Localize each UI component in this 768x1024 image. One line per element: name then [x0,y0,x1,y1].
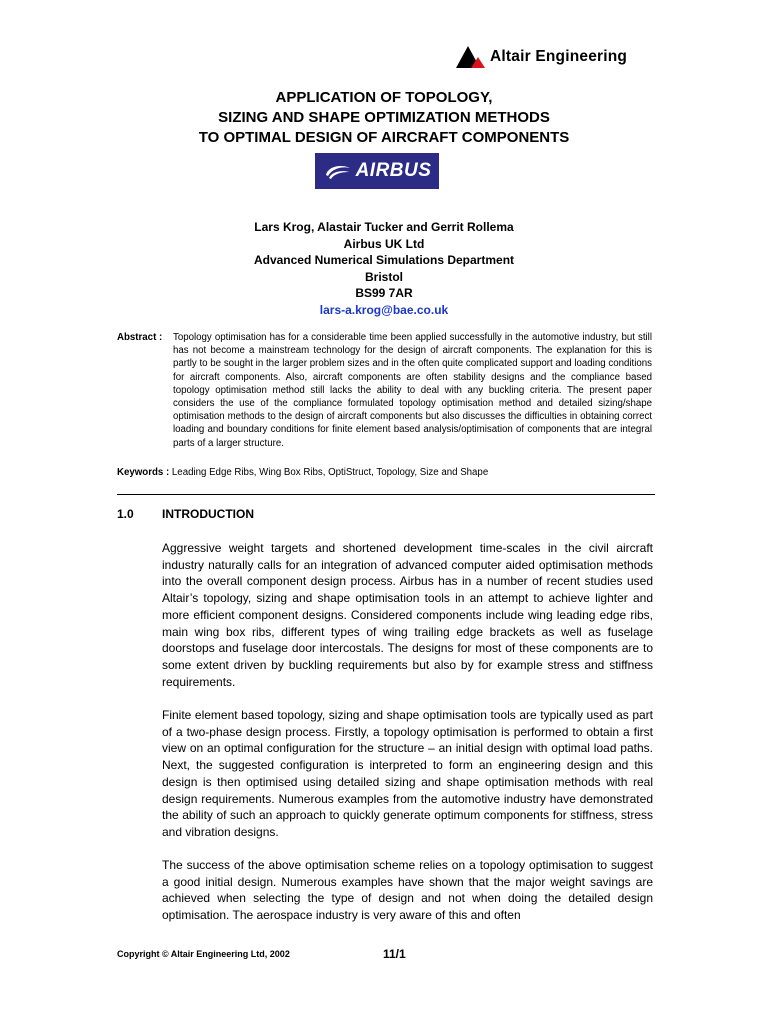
abstract-text: Topology optimisation has for a considerable time been applied successfully in the automotive industry, but still has not become a mainstream technology for the design of aircraft components. The explanation for this is partly to be sought in the larger problem sizes and in the often quite complicated support and loading conditions for aircraft components. Also, aircraft components are often stability designs and the compliance based topology optimisation method still lacks the ability to deal with any buckling criteria. The present paper considers the use of the compliance formulated topology optimisation method and detailed sizing/shape optimisation methods to the design of aircraft components but also discusses the difficulties in obtaining correct loading and boundary conditions for finite element based analysis/optimisation of components that are integral parts of a larger structure. [173,332,652,449]
altair-triangle-logo-icon [455,45,487,69]
section-divider [117,494,655,495]
airbus-logo-text: AIRBUS [355,160,432,181]
author-company: Airbus UK Ltd [343,236,425,251]
title-line: APPLICATION OF TOPOLOGY, [275,89,493,106]
title-line: TO OPTIMAL DESIGN OF AIRCRAFT COMPONENTS [198,129,570,146]
author-department: Advanced Numerical Simulations Department [253,253,515,267]
author-names: Lars Krog, Alastair Tucker and Gerrit Rollema [254,220,514,234]
keywords-text: Leading Edge Ribs, Wing Box Ribs, OptiStruct, Topology, Size and Shape [171,467,489,478]
altair-brand [455,44,627,70]
author-city: Bristol [364,269,403,284]
paper-title [100,88,668,148]
author-email-link[interactable]: lars-a.krog@bae.co.uk [319,302,449,317]
airbus-swirl-icon [323,161,353,181]
brand-name: Altair Engineering [490,48,628,65]
page-number: 11/1 [383,947,406,961]
keywords [117,467,488,478]
body-paragraph: The success of the above optimisation scheme relies on a topology optimisation to suggest a good initial design. Numerous examples have shown that the major weight savings are achieved when selecting the type of design and not when doing the detailed design optimisation. The aerospace industry is very aware of this and often [162,858,653,923]
keywords-label: Keywords : [117,467,170,478]
section-title: INTRODUCTION [162,507,254,521]
section-number: 1.0 [117,507,134,521]
body-paragraph: Aggressive weight targets and shortened development time-scales in the civil aircraft industry naturally calls for an integration of advanced computer aided optimisation methods into the overall component design process. Airbus has in a number of recent studies used Altair’s topology, sizing and shape optimisation tools in an attempt to achieve lighter and more efficient component designs. Considered components include wing leading edge ribs, main wing box ribs, different types of wing trailing edge brackets as well as fuselage doorstops and fuselage door intercostals. The designs for most of these components are to some extent driven by buckling requirements but also by for example stress and stiffness requirements. [162,541,653,689]
author-block [150,219,618,318]
airbus-logo [315,153,439,189]
author-postcode: BS99 7AR [355,286,413,300]
abstract-label: Abstract : [117,332,163,343]
title-line: SIZING AND SHAPE OPTIMIZATION METHODS [218,109,550,126]
body-paragraph: Finite element based topology, sizing and shape optimisation tools are typically used as part of a two-phase design process. Firstly, a topology optimisation is performed to obtain a first view on an optimal configuration for the structure – an initial design with optimal load paths. Next, the suggested configuration is interpreted to form an engineering design and this design is then optimised using detailed sizing and shape optimisation methods with real design requirements. Numerous examples from the automotive industry have demonstrated the ability of such an approach to quickly generate optimum components for stiffness, stress and vibration designs. [162,708,653,839]
footer-copyright: Copyright © Altair Engineering Ltd, 2002 [117,949,290,959]
